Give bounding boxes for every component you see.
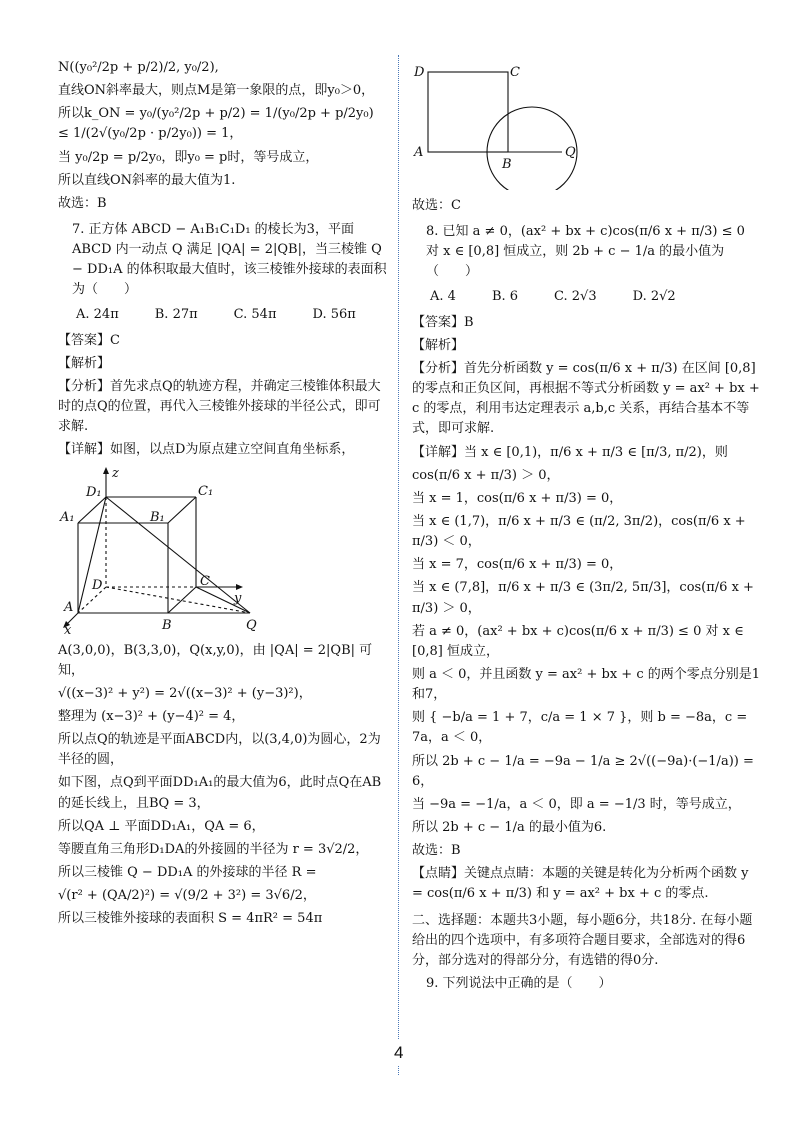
detail-line: 则 { −b/a = 1 + 7，c/a = 1 × 7 }，则 b = −8a，c = 7a，a ＜ 0， <box>412 710 748 746</box>
detail-line: 当 x = 1，cos(π/6 x + π/3) = 0， <box>412 490 623 506</box>
page-number: 4 <box>392 1040 405 1066</box>
q8-comment: 【点睛】关键点点睛：本题的关键是转化为分析两个函数 y = cos(π/6 x + π/3) 和 y = ax² + bx + c 的零点. <box>412 866 749 902</box>
label-a: A <box>414 145 424 160</box>
detail-line: 所以 2b + c − 1/a 的最小值为6. <box>412 819 607 835</box>
label-x: x <box>64 622 72 635</box>
solution-line: 整理为 (x−3)² + (y−4)² = 4， <box>58 708 245 724</box>
square-circle-figure <box>412 58 612 190</box>
solution-line: 等腰直角三角形D₁DA的外接圆的半径为 r = 3√2/2， <box>58 841 369 857</box>
text-line: 直线ON斜率最大，则点M是第一象限的点，即y₀＞0， <box>58 83 375 99</box>
label-c1: C₁ <box>198 483 214 499</box>
label-d: D <box>92 577 103 593</box>
q8-options <box>412 287 762 307</box>
q9-stem: 9. 下列说法中正确的是（ ） <box>426 975 612 991</box>
label-y: y <box>234 590 242 606</box>
label-q: Q <box>565 145 576 160</box>
left-column <box>58 58 388 932</box>
q7-option-d: D. 56π <box>312 306 356 322</box>
label-z: z <box>112 465 119 481</box>
q7-options <box>58 305 388 325</box>
q8-option-c: C. 2√3 <box>554 288 597 304</box>
label-a1: A₁ <box>60 509 75 525</box>
q8-option-d: D. 2√2 <box>632 288 676 304</box>
cube-figure <box>58 465 298 635</box>
q8-option-b: B. 6 <box>491 288 519 304</box>
right-column <box>412 58 762 997</box>
q8-analysis: 【分析】首先分析函数 y = cos(π/6 x + π/3) 在区间 [0,8] 的零点和正负区间，再根据不等式分析函数 y = ax² + bx + c 的零点，利用韦达定理表示 a,b,c 关系，再结合基本不等式，即可求解. <box>412 360 760 437</box>
label-q: Q <box>246 617 257 633</box>
q8-answer: 【答案】B <box>412 314 474 330</box>
solution-line: 所以点Q的轨迹是平面ABCD内，以(3,4,0)为圆心，2为半径的圆， <box>58 732 381 768</box>
section-2-heading: 二、选择题：本题共3小题，每小题6分，共18分. 在每小题给出的四个选项中，有多项符合题目要求，全部选对的得6分，部分选对的得部分分，有选错的得0分. <box>412 912 753 968</box>
slope-inequality: 所以k_ON = y₀/(y₀²/2p + p/2) = 1/(y₀/2p + p/2y₀) ≤ 1/(2√(y₀/2p · p/2y₀)) = 1， <box>58 106 374 142</box>
label-c: C <box>200 573 210 589</box>
solution-line: 所以三棱锥 Q − DD₁A 的外接球的半径 R = <box>58 864 317 880</box>
label-d: D <box>414 65 425 80</box>
detail-line: 所以 2b + c − 1/a = −9a − 1/a ≥ 2√((−9a)·(−1/a)) = 6， <box>412 753 754 789</box>
solution-line: 如下图，点Q到平面DD₁A₁的最大值为6，此时点Q在AB的延长线上，且BQ = 3， <box>58 775 382 811</box>
label-b: B <box>162 617 172 633</box>
q8-conclusion: 故选：B <box>412 843 461 859</box>
label-c: C <box>510 65 520 80</box>
detail-line: 当 x ∈ (7,8]，π/6 x + π/3 ∈ (3π/2, 5π/3]，cos(π/6 x + π/3) ＞ 0， <box>412 580 754 616</box>
solution-line: 所以QA ⊥ 平面DD₁A₁，QA = 6， <box>58 818 265 834</box>
detail-line: 若 a ≠ 0，(ax² + bx + c)cos(π/6 x + π/3) ≤ 0 对 x ∈ [0,8] 恒成立， <box>412 623 744 659</box>
q8-option-a: A. 4 <box>430 288 456 304</box>
q8-analysis-title: 【解析】 <box>412 337 465 353</box>
q7-option-a: A. 24π <box>76 306 119 322</box>
q7-analysis-title: 【解析】 <box>58 355 111 371</box>
solution-line: A(3,0,0)，B(3,3,0)，Q(x,y,0)，由 |QA| = 2|QB| 可知， <box>58 642 373 678</box>
column-divider <box>398 55 399 1075</box>
detail-line: 【详解】当 x ∈ [0,1)，π/6 x + π/3 ∈ [π/3, π/2)，则 <box>412 444 728 460</box>
q7-option-c: C. 54π <box>233 306 277 322</box>
detail-line: 当 x = 7，cos(π/6 x + π/3) = 0， <box>412 557 623 573</box>
solution-line: 所以三棱锥外接球的表面积 S = 4πR² = 54π <box>58 911 323 927</box>
q7-detail-intro: 【详解】如图，以点D为原点建立空间直角坐标系， <box>58 442 355 458</box>
q7-analysis: 【分析】首先求点Q的轨迹方程，并确定三棱锥体积最大时的点Q的位置，再代入三棱锥外接球的半径公式，即可求解. <box>58 378 381 435</box>
q7-solution <box>58 641 388 930</box>
text-line: 所以直线ON斜率的最大值为1. <box>58 172 236 188</box>
detail-line: 当 x ∈ (1,7)，π/6 x + π/3 ∈ (π/2, 3π/2)，cos(π/6 x + π/3) ＜ 0， <box>412 513 746 550</box>
q7-option-b: B. 27π <box>154 306 198 322</box>
q7-stem: 7. 正方体 ABCD − A₁B₁C₁D₁ 的棱长为3，平面 ABCD 内一动点 Q 满足 |QA| = 2|QB|，当三棱锥 Q − DD₁A 的体积取最大值时，该三棱锥外接球的表面积为（ ） <box>72 221 387 298</box>
detail-line: cos(π/6 x + π/3) ＞ 0， <box>412 467 560 483</box>
solution-line: √(r² + (QA/2)²) = √(9/2 + 3²) = 3√6/2， <box>58 888 316 904</box>
solution-line: √((x−3)² + y²) = 2√((x−3)² + (y−3)²)， <box>58 685 312 701</box>
detail-line: 当 −9a = −1/a，a ＜ 0，即 a = −1/3 时，等号成立， <box>412 796 741 812</box>
label-b1: B₁ <box>150 509 165 525</box>
label-a: A <box>64 599 74 615</box>
text-line: 当 y₀/2p = p/2y₀，即y₀ = p时，等号成立， <box>58 149 319 165</box>
label-d1: D₁ <box>86 484 102 500</box>
detail-line: 则 a ＜ 0，并且函数 y = ax² + bx + c 的两个零点分别是1和7， <box>412 666 760 703</box>
point-n-expression: N((y₀²/2p + p/2)/2, y₀/2), <box>58 60 219 75</box>
q8-detail <box>412 443 762 839</box>
q7-answer: 【答案】C <box>58 332 120 348</box>
q8-stem: 8. 已知 a ≠ 0，(ax² + bx + c)cos(π/6 x + π/3) ≤ 0 对 x ∈ [0,8] 恒成立，则 2b + c − 1/a 的最小值为（ ） <box>426 224 745 280</box>
label-b: B <box>502 157 512 172</box>
q7-conclusion: 故选：C <box>412 198 461 213</box>
choice-conclusion: 故选：B <box>58 195 107 211</box>
